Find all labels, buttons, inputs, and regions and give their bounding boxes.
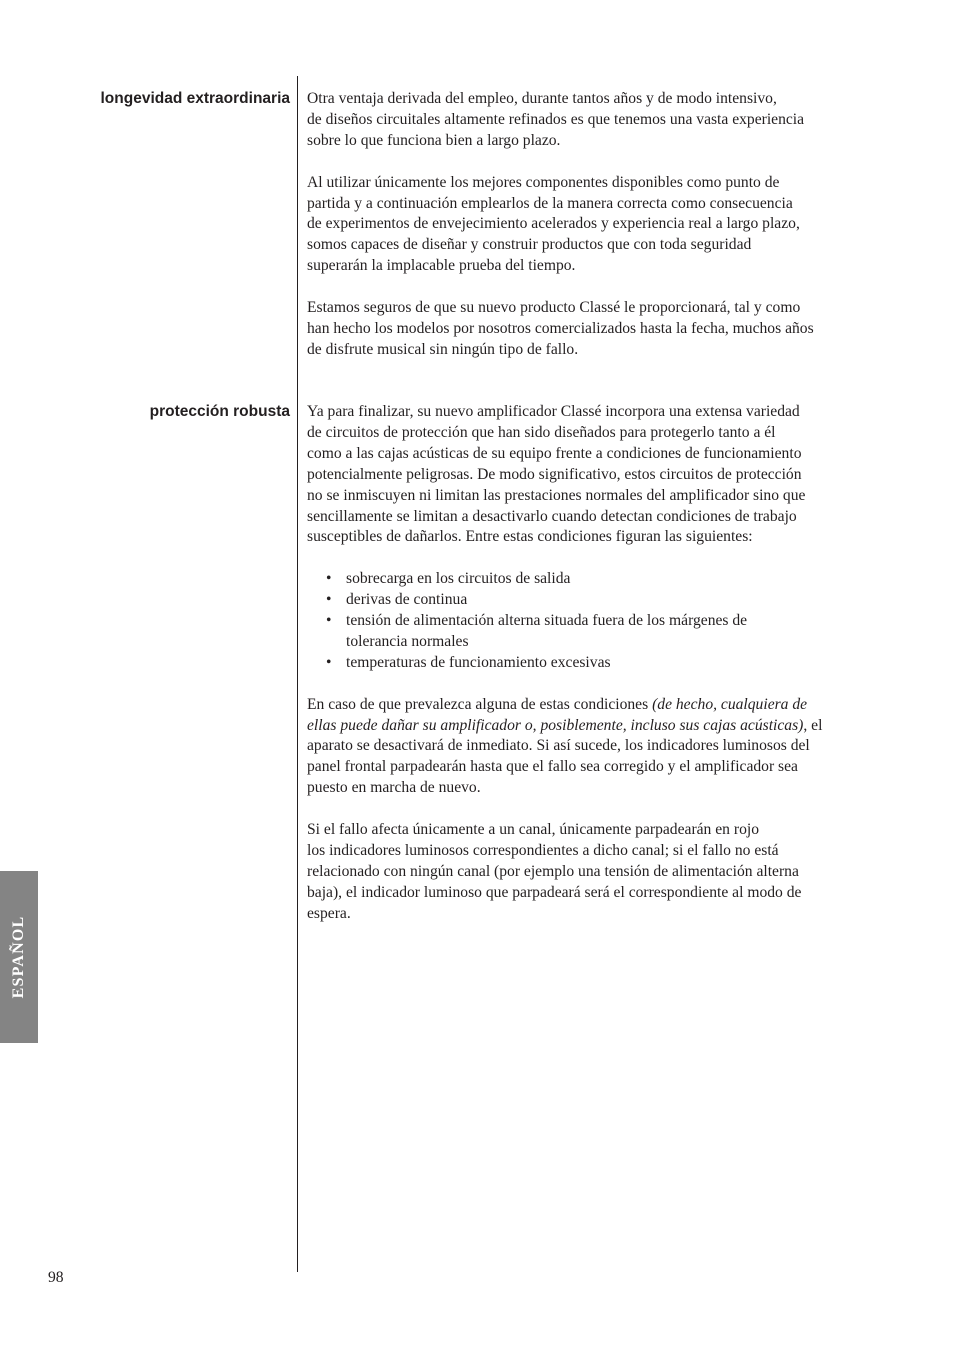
column-divider (297, 76, 298, 1272)
list-item: • sobrecarga en los circuitos de salida (307, 569, 867, 590)
paragraph: Estamos seguros de que su nuevo producto Classé le proporcionará, tal y como han hecho los modelos por nosotros comercializados hasta la fecha, muchos años de disfrute musical sin ningún tipo de fallo. (307, 299, 814, 358)
page-number: 98 (48, 1269, 64, 1286)
list-item: • temperaturas de funcionamiento excesivas (307, 653, 867, 674)
section-heading-proteccion: protección robusta (149, 403, 290, 420)
language-tab-label: ESPAÑOL (10, 915, 27, 999)
paragraph: Otra ventaja derivada del empleo, durante tantos años y de modo intensivo, de diseños circuitales altamente refinados es que tenemos una vasta experiencia sobre lo que funciona bien a largo plazo. (307, 90, 805, 149)
list-item: • tensión de alimentación alterna situada fuera de los márgenes de tolerancia normales (307, 611, 867, 653)
section-body-longevidad (307, 89, 867, 382)
language-tab (0, 871, 38, 1043)
protection-conditions-list (307, 569, 867, 674)
list-item: • derivas de continua (307, 590, 867, 611)
paragraph: En caso de que prevalezca alguna de estas condiciones (de hecho, cualquiera de ellas puede dañar su amplificador o, posiblemente, incluso sus cajas acústicas), el aparato se desactivará de inmediato. Si así sucede, los indicadores luminosos del panel frontal parpadearán hasta que el fallo sea corregido y el amplificador sea puesto en marcha de nuevo. (307, 695, 823, 797)
paragraph: Al utilizar únicamente los mejores componentes disponibles como punto de partida y a continuación emplearlos de la manera correcta como consecuencia de experimentos de envejecimiento acelerados y experiencia real a largo plazo, somos capaces de diseñar y construir productos que con toda seguridad superarán la implacable prueba del tiempo. (307, 173, 800, 275)
paragraph: Ya para finalizar, su nuevo amplificador Classé incorpora una extensa variedad de circuitos de protección que han sido diseñados para protegerlo tanto a él como a las cajas acústicas de su equipo frente a condiciones de funcionamiento potencialmente peligrosas. De modo significativo, estos circuitos de protección no se inmiscuyen ni limitan las prestaciones normales del amplificador sino que sencillamente se limitan a desactivarlo cuando detectan condiciones de trabajo susceptibles de dañarlos. Entre estas condiciones figuran las siguientes: (307, 403, 806, 546)
section-heading-longevidad: longevidad extraordinaria (100, 90, 290, 107)
paragraph: Si el fallo afecta únicamente a un canal, únicamente parpadearán en rojo los indicadores luminosos correspondientes a dicho canal; si el fallo no está relacionado con ningún canal (por ejemplo una tensión de alimentación alterna baja), el indicador luminoso que parpadeará será el correspondiente al modo de espera. (307, 821, 802, 922)
section-body-proteccion (307, 402, 867, 946)
